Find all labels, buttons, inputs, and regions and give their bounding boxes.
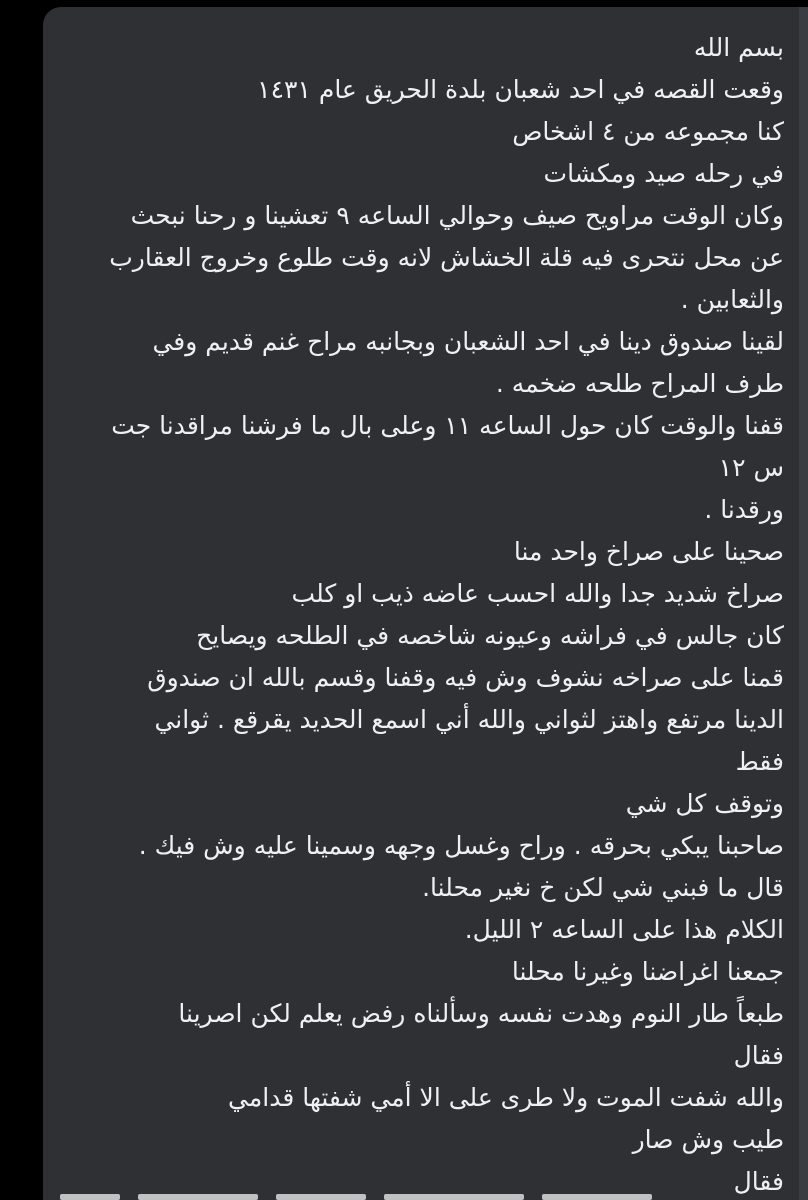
message-line: س ١٢: [718, 453, 784, 482]
message-line: قمنا على صراخه نشوف وش فيه وقفنا وقسم بالله ان صندوق: [147, 663, 784, 692]
message-line: طبعاً طار النوم وهدت نفسه وسألناه رفض يعلم لكن اصرينا: [178, 999, 784, 1028]
message-line: الدينا مرتفع واهتز لثواني والله أني اسمع الحديد يقرقع . ثواني: [154, 705, 784, 734]
message-line: في رحله صيد ومكشات: [543, 159, 784, 188]
message-line: لقينا صندوق دينا في احد الشعبان وبجانبه مراح غنم قديم وفي: [152, 327, 784, 356]
message-line: والله شفت الموت ولا طرى على الا أمي شفتها قدامي: [228, 1083, 784, 1112]
message-line: عن محل نتحرى فيه قلة الخشاش لانه وقت طلوع وخروج العقارب: [109, 243, 784, 272]
message-line: كان جالس في فراشه وعيونه شاخصه في الطلحه ويصايح: [196, 621, 784, 650]
message-line: وكان الوقت مراويح صيف وحوالي الساعه ٩ تعشينا و رحنا نبحث: [130, 201, 784, 230]
message-line: جمعنا اغراضنا وغيرنا محلنا: [511, 957, 784, 986]
message-line: بسم الله: [693, 33, 784, 62]
message-line: الكلام هذا على الساعه ٢ الليل.: [464, 915, 784, 944]
message-line: طيب وش صار: [632, 1125, 784, 1154]
truncated-text-fragment: [60, 1194, 120, 1200]
message-line: طرف المراح طلحه ضخمه .: [495, 369, 784, 398]
message-line: والثعابين .: [680, 285, 784, 314]
message-line: وتوقف كل شي: [625, 789, 784, 818]
message-line: صراخ شديد جدا والله احسب عاضه ذيب او كلب: [291, 579, 784, 608]
message-line: قفنا والوقت كان حول الساعه ١١ وعلى بال ما فرشنا مراقدنا جت: [111, 411, 784, 440]
message-line: قال ما فبني شي لكن خ نغير محلنا.: [422, 873, 784, 902]
truncated-text-line: [46, 1187, 784, 1200]
message-line: فقال: [733, 1041, 784, 1070]
message-line: فقال: [733, 1167, 784, 1196]
truncated-text-fragment: [138, 1194, 258, 1200]
message-line: صحينا على صراخ واحد منا: [513, 537, 784, 566]
message-line: وقعت القصه في احد شعبان بلدة الحريق عام ١٤٣١: [257, 75, 784, 104]
scrollbar[interactable]: [799, 7, 808, 1200]
message-line: كنا مجموعه من ٤ اشخاص: [512, 117, 784, 146]
truncated-text-fragment: [276, 1194, 366, 1200]
truncated-text-fragment: [542, 1194, 652, 1200]
message-line: صاحبنا يبكي بحرقه . وراح وغسل وجهه وسمينا عليه وش فيك .: [138, 831, 784, 860]
message-line: فقط: [735, 747, 784, 776]
message-line: ورقدنا .: [704, 495, 784, 524]
message-text[interactable]: [46, 27, 784, 1200]
truncated-text-fragment: [384, 1194, 524, 1200]
